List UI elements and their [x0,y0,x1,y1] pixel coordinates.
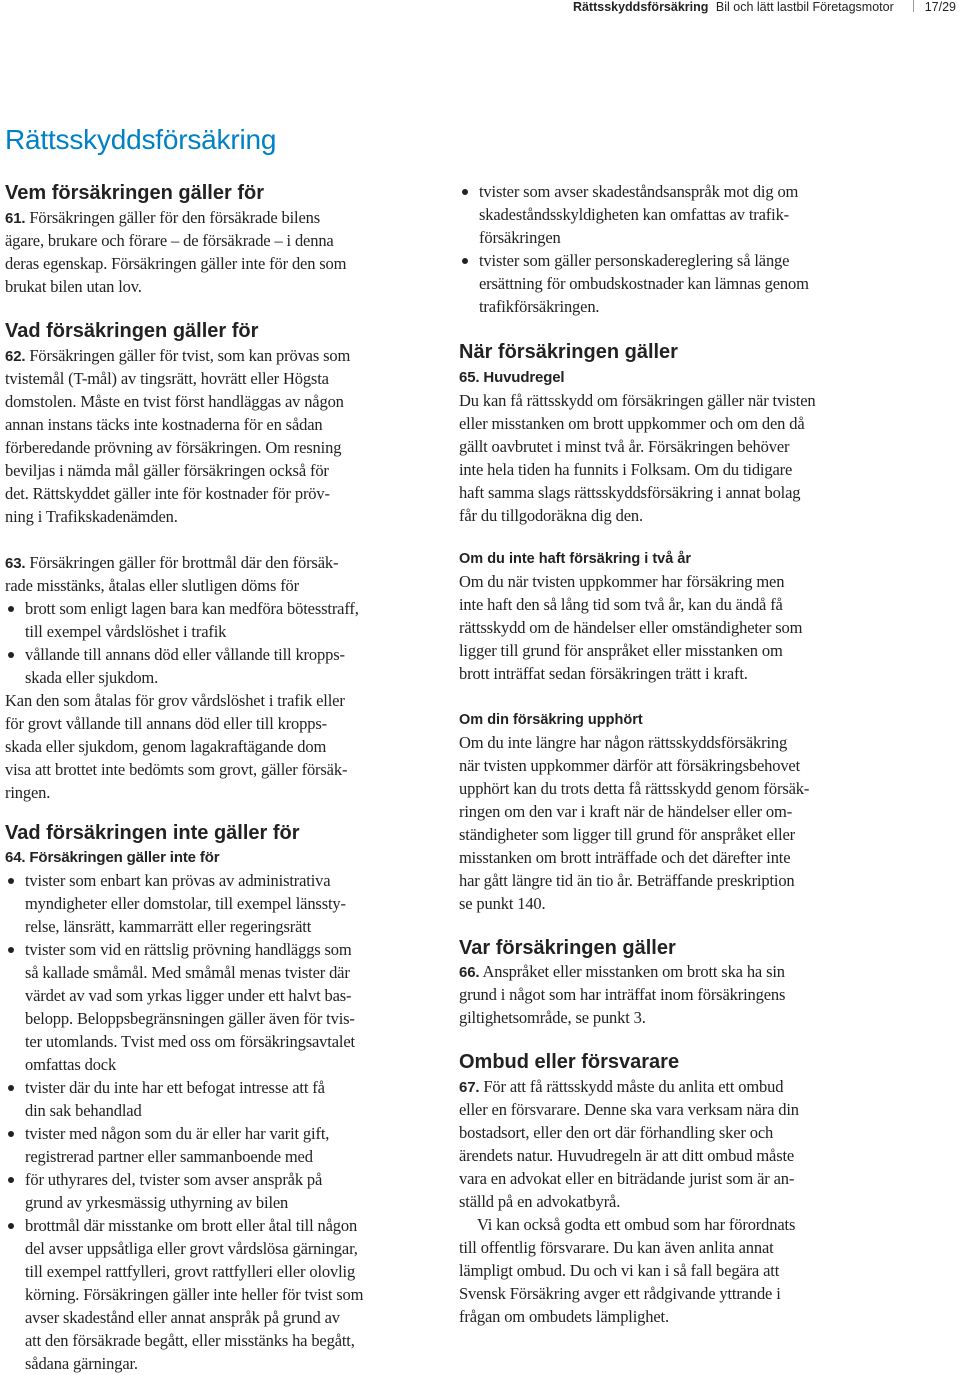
page-title: Rättsskyddsförsäkring [5,124,277,155]
text-line: grund i något som har inträffat inom försäkringens [459,985,786,1004]
text-line: värdet av vad som yrkas ligger under ett halvt bas- [25,986,352,1005]
text-line: för grovt vållande till annans död eller till kropps- [5,714,327,733]
section-number: 66. [459,964,480,981]
heading-vem: Vem försäkringen gäller för [5,182,264,204]
list-item: brottmål där misstanke om brott eller åtal till någon [5,1214,445,1237]
heading-inte: Vad försäkringen inte gäller för [5,822,300,844]
text-line: ersättning för ombudskostnader kan lämnas genom [479,274,809,293]
section-upphort [459,731,899,915]
header-product-name: Bil och lätt lastbil Företagsmotor [715,0,894,14]
text-line: deras egenskap. Försäkringen gäller inte för den som [5,254,347,273]
running-header [0,0,960,14]
text-line: Kan den som åtalas för grov vårdslöshet i trafik eller [5,691,345,710]
section-label: 65. Huvudregel [459,369,565,386]
text-line: Du kan få rättsskydd om försäkringen gäller när tvisten [459,391,816,410]
text-line: till exempel vårdslöshet i trafik [25,622,227,641]
text-line: rade misstänks, åtalas eller slutligen döms för [5,576,300,595]
heading-var: Var försäkringen gäller [459,937,676,959]
text-line: körning. Försäkringen gäller inte heller för tvist som [25,1285,364,1304]
section-number: 62. [5,348,26,365]
text-line: trafikförsäkringen. [479,297,600,316]
text-line: 62. Försäkringen gäller för tvist, som kan prövas som [5,346,351,365]
text-line: till offentlig försvarare. Du kan även anlita annat [459,1238,774,1257]
text-line: del avser uppsåtliga eller grovt vårdslösa gärningar, [25,1239,358,1258]
text-line: ligger till grund för anspråket eller misstanken om [459,641,783,660]
text-line: domstolen. Måste en tvist först handläggas av någon [5,392,344,411]
text-line: så kallade småmål. Med småmål menas tvister där [25,963,350,982]
text-line: skada eller sjukdom, genom lagakraftägande dom [5,737,327,756]
text-line: ning i Trafikskadenämden. [5,507,178,526]
text-line: upphört kan du trots detta få rättsskydd genom försäk- [459,779,810,798]
section-number: 67. [459,1079,480,1096]
text-line: myndigheter eller domstolar, till exempel länssty- [25,894,346,913]
text-line: Om du inte längre har någon rättsskyddsförsäkring [459,733,788,752]
text-line: ägare, brukare och förare – de försäkrade – i denna [5,231,334,250]
page-number: 17/29 [924,0,956,14]
section-67 [459,1075,899,1328]
text-line: frågan om ombudets lämplighet. [459,1307,669,1326]
section-63 [5,551,445,804]
text-line: relse, länsrätt, kammarrätt eller regeringsrätt [25,917,312,936]
text-line: giltighetsområde, se punkt 3. [459,1008,646,1027]
text-line: brukat bilen utan lov. [5,277,142,296]
text-line: visa att brottet inte bedömts som grovt, gäller försäk- [5,760,348,779]
section-66 [459,960,899,1029]
text-line: inte haft den så lång tid som två år, kan du ändå få [459,595,783,614]
text-line: rättsskydd om de händelser eller omständigheter som [459,618,803,637]
text-line: till exempel rattfylleri, grovt rattfylleri eller olovlig [25,1262,356,1281]
text-line: misstanken om brott inträffade och det därefter inte [459,848,791,867]
text-line: 61. Försäkringen gäller för den försäkrade bilens [5,208,320,227]
text-line: eller misstanken om brott uppkommer och om den då [459,414,805,433]
text-line: förberedande prövning av försäkringen. Om resning [5,438,342,457]
text-line: ställd på en advokatbyrå. [459,1192,621,1211]
text-line: haft samma slags rättsskyddsförsäkring i annat bolag [459,483,801,502]
list-item: vållande till annans död eller vållande till kropps- [5,643,445,666]
text-line: ter utomlands. Tvist med oss om försäkringsavtalet [25,1032,355,1051]
text-line: ärendets natur. Huvudregeln är att ditt ombud måste [459,1146,795,1165]
text-line: ringen om den var i kraft när de händelser eller om- [459,802,793,821]
section-label: 64. Försäkringen gäller inte för [5,849,220,866]
text-line: försäkringen [479,228,561,247]
heading-ombud: Ombud eller försvarare [459,1051,680,1073]
list-item: tvister som enbart kan prövas av administrativa [5,869,445,892]
list-item: tvister som gäller personskadereglering så länge [459,249,899,272]
text-line: avser skadestånd eller annat anspråk på grund av [25,1308,340,1327]
section-number: 61. [5,210,26,227]
section-61 [5,206,445,298]
text-line: brott inträffat sedan försäkringen trätt i kraft. [459,664,748,683]
text-line: se punkt 140. [459,894,546,913]
text-line: Vi kan också godta ett ombud som har förordnats [477,1215,796,1234]
text-line: lämpligt ombud. Du och vi kan i så fall begära att [459,1261,780,1280]
text-line: att den försäkrade begått, eller misstänks ha begått, [25,1331,355,1350]
text-line: registrerad partner eller sammanboende med [25,1147,313,1166]
heading-vad: Vad försäkringen gäller för [5,320,259,342]
list-item: tvister som vid en rättslig prövning handläggs som [5,938,445,961]
text-line: bostadsort, eller den ort där förhandling sker och [459,1123,774,1142]
text-line: din sak behandlad [25,1101,142,1120]
section-64-continued [459,180,899,318]
text-line: Om du när tvisten uppkommer har försäkring men [459,572,785,591]
list-item: för uthyrares del, tvister som avser anspråk på [5,1168,445,1191]
text-line: får du tillgodoräkna dig den. [459,506,643,525]
list-item: brott som enligt lagen bara kan medföra bötesstraff, [5,597,445,620]
text-line: Svensk Försäkring avger ett rådgivande yttrande i [459,1284,781,1303]
section-65 [459,366,899,527]
text-line: 66. Anspråket eller misstanken om brott ska ha sin [459,962,785,981]
text-line: skadeståndsskyldigheten kan omfattas av trafik- [479,205,790,224]
text-line: det. Rättskyddet gäller inte för kostnader för pröv- [5,484,330,503]
text-line: ständigheter som ligger till grund för anspråket eller [459,825,796,844]
text-line: inte hela tiden ha funnits i Folksam. Om du tidigare [459,460,793,479]
header-divider [913,0,914,12]
list-item: tvister där du inte har ett befogat intresse att få [5,1076,445,1099]
text-line: har gått längre tid än tio år. Beträffande preskription [459,871,795,890]
text-line: vara en advokat eller en biträdande jurist som är an- [459,1169,795,1188]
text-line: gällt oavbrutet i minst två år. Försäkringen behöver [459,437,790,456]
text-line: annan instans täcks inte kostnaderna för en sådan [5,415,323,434]
section-inte-haft [459,570,899,685]
heading-upphort: Om din försäkring upphört [459,712,643,728]
list-item: tvister med någon som du är eller har varit gift, [5,1122,445,1145]
text-line: sådana gärningar. [25,1354,138,1373]
text-line: grund av yrkesmässig uthyrning av bilen [25,1193,289,1212]
list-item: tvister som avser skadeståndsanspråk mot dig om [459,180,899,203]
text-line: skada eller sjukdom. [25,668,159,687]
text-line: beviljas i nämda mål gäller försäkringen också för [5,461,329,480]
heading-inte-haft: Om du inte haft försäkring i två år [459,551,692,567]
text-line: eller en försvarare. Denne ska vara verksam nära din [459,1100,799,1119]
text-line: när tvisten uppkommer därför att försäkringsbehovet [459,756,801,775]
text-line: ringen. [5,783,51,802]
section-number: 63. [5,555,26,572]
heading-nar: När försäkringen gäller [459,341,678,363]
text-line: belopp. Beloppsbegränsningen gäller även för tvis- [25,1009,355,1028]
text-line: 67. För att få rättsskydd måste du anlita ett ombud [459,1077,784,1096]
text-line: 63. Försäkringen gäller för brottmål där den försäk- [5,553,339,572]
header-section-title: Rättsskyddsförsäkring [572,0,709,14]
section-64 [5,846,445,1375]
text-line: omfattas dock [25,1055,117,1074]
section-62 [5,344,445,528]
text-line: tvistemål (T-mål) av tingsrätt, hovrätt eller Högsta [5,369,329,388]
